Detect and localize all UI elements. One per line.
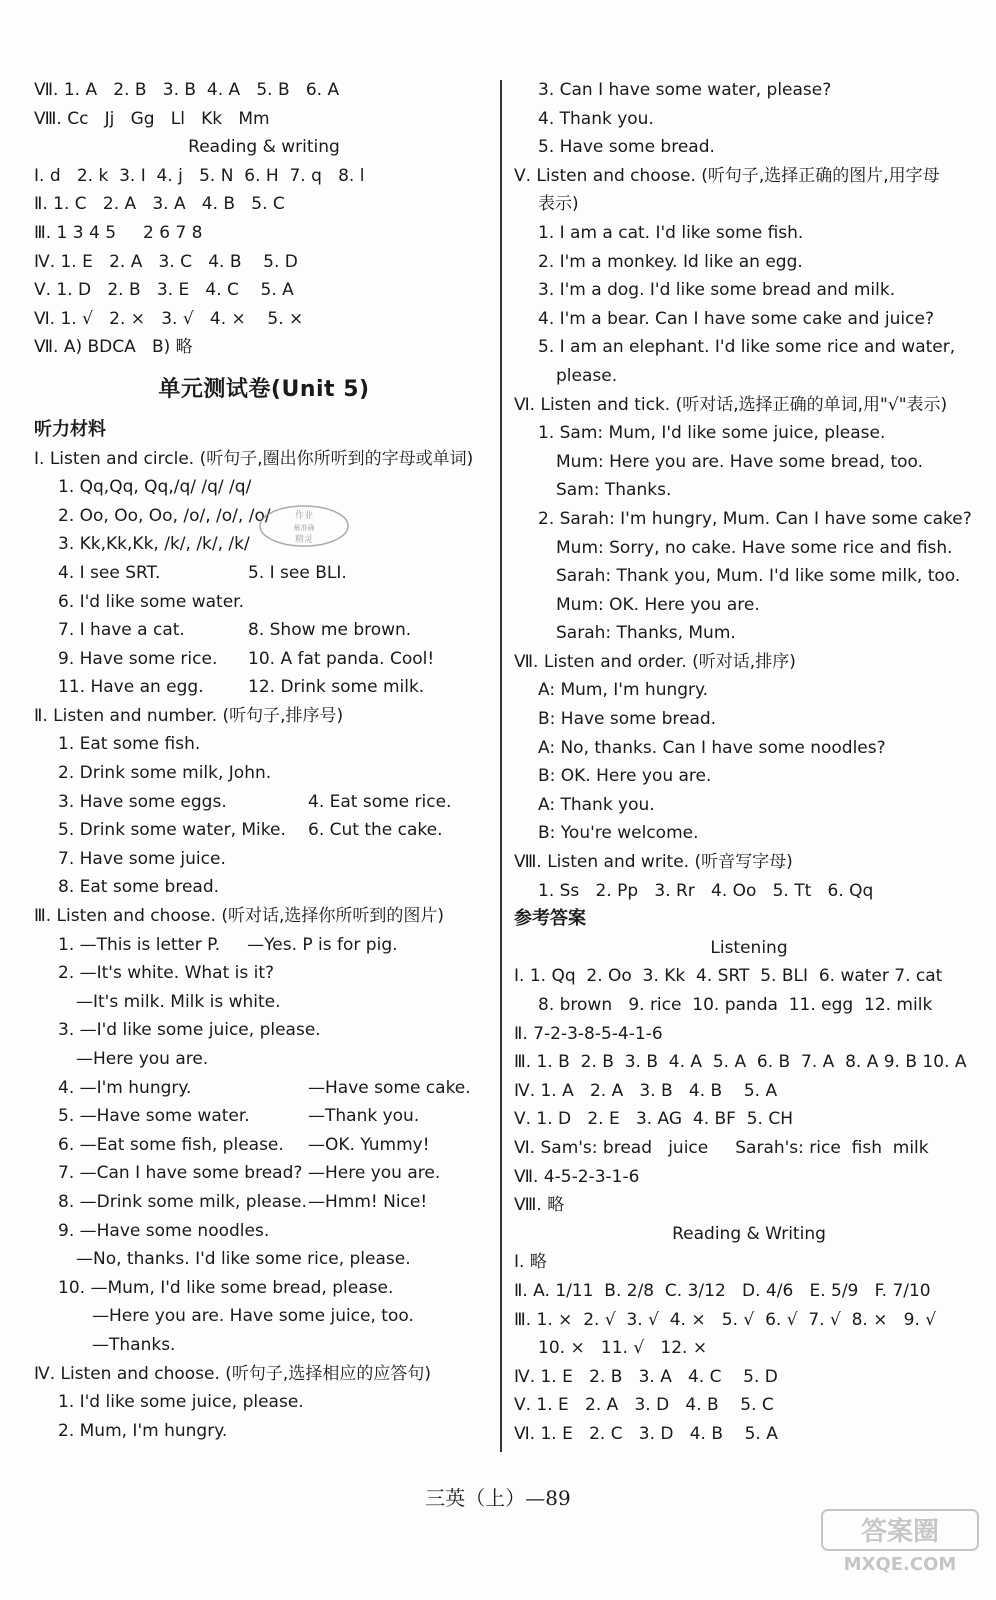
right-line: Ⅳ. 1. E 2. B 3. A 4. C 5. D [514, 1366, 778, 1387]
right-line: 5. I am an elephant. I'd like some rice and water, [538, 337, 956, 358]
left-line: 3. Kk,Kk,Kk, /k/, /k/, /k/ [58, 534, 250, 555]
line-part-left: 5. Drink some water, Mike. [58, 820, 286, 841]
left-line: Ⅲ. 1 3 4 5 2 6 7 8 [34, 222, 203, 243]
right-line: Ⅰ. 1. Qq 2. Oo 3. Kk 4. SRT 5. BLI 6. water 7. cat [514, 966, 943, 987]
line-part-right: 6. Cut the cake. [308, 820, 443, 841]
left-line: Ⅰ. Listen and circle. (听句子,圈出你所听到的字母或单词) [34, 448, 474, 469]
right-line: Ⅴ. 1. D 2. E 3. AG 4. BF 5. CH [514, 1109, 794, 1130]
right-line: 4. I'm a bear. Can I have some cake and juice? [538, 308, 934, 329]
site-watermark-logo [820, 1506, 980, 1576]
left-line [34, 1131, 494, 1160]
left-line: 单元测试卷(Unit 5) [158, 376, 370, 402]
left-line [34, 788, 494, 817]
line-part-right: —OK. Yummy! [308, 1134, 430, 1155]
left-line: Ⅴ. 1. D 2. B 3. E 4. C 5. A [34, 280, 294, 301]
right-line: A: Thank you. [538, 794, 655, 815]
left-line: Reading & writing [188, 137, 340, 158]
left-line [34, 1159, 494, 1188]
svg-text:精灵: 精灵 [294, 535, 314, 545]
right-line: Ⅵ. Sam's: bread juice Sarah's: rice fish milk [514, 1137, 929, 1158]
right-line: 3. I'm a dog. I'd like some bread and milk. [538, 280, 896, 301]
line-part-left: 4. I see SRT. [58, 562, 161, 583]
left-line [34, 1188, 494, 1217]
left-line: Ⅱ. 1. C 2. A 3. A 4. B 5. C [34, 194, 285, 215]
right-line: B: OK. Here you are. [538, 766, 712, 787]
line-part-right: —Have some cake. [308, 1077, 471, 1098]
right-line: 1. Sam: Mum, I'd like some juice, please. [538, 423, 886, 444]
left-line: 1. —This is letter P. —Yes. P is for pig. [58, 934, 398, 955]
svg-text:答案圈: 答案圈 [860, 1517, 940, 1547]
right-line: Ⅶ. Listen and order. (听对话,排序) [514, 651, 796, 672]
left-column [34, 76, 494, 1445]
column-divider [500, 80, 502, 1452]
left-line: Ⅳ. 1. E 2. A 3. C 4. B 5. D [34, 251, 298, 272]
line-part-right: 8. Show me brown. [248, 620, 412, 641]
line-part-right: —Hmm! Nice! [308, 1191, 428, 1212]
svg-text:作业: 作业 [294, 511, 314, 521]
left-line: —Here you are. [76, 1049, 209, 1069]
right-line: 10. × 11. √ 12. × [538, 1338, 708, 1359]
right-line: Reading & Writing [672, 1223, 826, 1244]
left-line: Ⅷ. Cc Jj Gg Ll Kk Mm [34, 108, 270, 129]
left-line: 1. Eat some fish. [58, 734, 201, 755]
right-line: Ⅲ. 1. × 2. √ 3. √ 4. × 5. √ 6. √ 7. √ 8. × 9. √ [514, 1309, 937, 1330]
left-line [34, 816, 494, 845]
line-part-left: 7. I have a cat. [58, 620, 185, 641]
left-line: 7. Have some juice. [58, 848, 226, 869]
right-column [514, 76, 984, 1449]
right-line: Sarah: Thanks, Mum. [556, 623, 736, 644]
left-line: 听力材料 [34, 418, 106, 440]
left-line: —It's milk. Milk is white. [76, 991, 281, 1012]
line-part-left: 5. —Have some water. [58, 1106, 250, 1127]
left-line: 8. Eat some bread. [58, 877, 220, 898]
right-line: 5. Have some bread. [538, 137, 715, 158]
line-part-left: 3. Have some eggs. [58, 791, 227, 812]
line-part-left: 8. —Drink some milk, please. [58, 1191, 307, 1212]
left-line: 9. —Have some noodles. [58, 1220, 270, 1241]
line-part-right: —Here you are. [308, 1163, 441, 1184]
left-line: 2. Oo, Oo, Oo, /o/, /o/, /o/ [58, 505, 271, 526]
svg-text:最准确: 最准确 [293, 524, 315, 532]
left-line: Ⅰ. d 2. k 3. I 4. j 5. N 6. H 7. q 8. l [34, 165, 365, 186]
right-line: 2. I'm a monkey. Id like an egg. [538, 251, 803, 272]
right-line: Ⅰ. 略 [514, 1252, 547, 1273]
left-line: Ⅵ. 1. √ 2. × 3. √ 4. × 5. × [34, 308, 304, 329]
line-part-right: 12. Drink some milk. [248, 677, 425, 698]
right-line: Ⅵ. Listen and tick. (听对话,选择正确的单词,用"√"表示) [514, 394, 948, 415]
line-part-right: —Thank you. [308, 1106, 420, 1127]
right-line: A: No, thanks. Can I have some noodles? [538, 737, 886, 758]
left-line [34, 616, 494, 645]
right-line: Ⅴ. 1. E 2. A 3. D 4. B 5. C [514, 1395, 774, 1416]
line-part-left: 4. —I'm hungry. [58, 1077, 192, 1098]
left-line: 2. —It's white. What is it? [58, 963, 275, 984]
right-line: 2. Sarah: I'm hungry, Mum. Can I have some cake? [538, 508, 972, 529]
right-line: Ⅷ. Listen and write. (听音写字母) [514, 852, 793, 873]
right-line: Sarah: Thank you, Mum. I'd like some milk, too. [556, 566, 961, 587]
line-part-right: 10. A fat panda. Cool! [248, 648, 435, 669]
right-line: B: You're welcome. [538, 823, 699, 844]
left-line: Ⅳ. Listen and choose. (听句子,选择相应的应答句) [34, 1363, 431, 1384]
right-line: 8. brown 9. rice 10. panda 11. egg 12. milk [538, 995, 933, 1015]
left-line [34, 673, 494, 702]
line-part-left: 7. —Can I have some bread? [58, 1163, 303, 1184]
line-part-right: 5. I see BLI. [248, 562, 347, 583]
right-line: 1. Ss 2. Pp 3. Rr 4. Oo 5. Tt 6. Qq [538, 880, 874, 901]
left-line: Ⅱ. Listen and number. (听句子,排序号) [34, 705, 344, 726]
right-line: Ⅴ. Listen and choose. (听句子,选择正确的图片,用字母 [514, 165, 940, 186]
line-part-left: 6. —Eat some fish, please. [58, 1134, 284, 1155]
right-line: Sam: Thanks. [556, 480, 672, 501]
left-line: 2. Mum, I'm hungry. [58, 1420, 228, 1441]
right-line: 4. Thank you. [538, 108, 654, 129]
line-part-left: 11. Have an egg. [58, 677, 204, 698]
left-line: —Thanks. [92, 1334, 176, 1355]
left-line: Ⅶ. A) BDCA B) 略 [34, 337, 193, 358]
left-line: Ⅲ. Listen and choose. (听对话,选择你所听到的图片) [34, 906, 444, 927]
right-line: Ⅵ. 1. E 2. C 3. D 4. B 5. A [514, 1423, 778, 1444]
right-line: B: Have some bread. [538, 709, 717, 730]
line-part-left: 9. Have some rice. [58, 648, 218, 669]
left-line [34, 1074, 494, 1103]
left-line: 6. I'd like some water. [58, 591, 245, 612]
left-line: —Here you are. Have some juice, too. [92, 1306, 414, 1327]
right-line: Ⅲ. 1. B 2. B 3. B 4. A 5. A 6. B 7. A 8. A 9. B 10. A [514, 1052, 967, 1073]
left-line: 1. I'd like some juice, please. [58, 1392, 304, 1413]
left-line: 1. Qq,Qq, Qq,/q/ /q/ /q/ [58, 477, 252, 498]
right-line: A: Mum, I'm hungry. [538, 680, 709, 701]
right-line: Listening [710, 937, 788, 958]
right-line: 参考答案 [514, 908, 586, 930]
right-line: 3. Can I have some water, please? [538, 80, 832, 100]
page-footer: 三英（上）—89 [425, 1486, 571, 1510]
left-line: 10. —Mum, I'd like some bread, please. [58, 1277, 394, 1298]
left-line: 3. —I'd like some juice, please. [58, 1020, 321, 1041]
right-line: 表示) [538, 194, 579, 215]
right-line: Ⅷ. 略 [514, 1195, 565, 1216]
right-line: Ⅱ. 7-2-3-8-5-4-1-6 [514, 1023, 663, 1044]
right-line: Ⅱ. A. 1/11 B. 2/8 C. 3/12 D. 4/6 E. 5/9 F. 7/10 [514, 1280, 931, 1301]
line-part-right: 4. Eat some rice. [308, 791, 452, 812]
left-line [34, 1102, 494, 1131]
left-line [34, 559, 494, 588]
svg-text:MXQE.COM: MXQE.COM [843, 1554, 957, 1575]
right-line: please. [556, 365, 618, 386]
left-line: 2. Drink some milk, John. [58, 763, 272, 784]
left-line: Ⅶ. 1. A 2. B 3. B 4. A 5. B 6. A [34, 80, 340, 100]
left-line [34, 645, 494, 674]
right-line: Mum: Sorry, no cake. Have some rice and fish. [556, 537, 953, 558]
right-line: Ⅶ. 4-5-2-3-1-6 [514, 1166, 640, 1187]
left-line: —No, thanks. I'd like some rice, please. [76, 1249, 411, 1270]
right-line: Mum: OK. Here you are. [556, 594, 760, 615]
stamp-watermark [254, 500, 354, 552]
right-line: Mum: Here you are. Have some bread, too. [556, 451, 924, 472]
right-line: Ⅳ. 1. A 2. A 3. B 4. B 5. A [514, 1080, 778, 1101]
right-line: 1. I am a cat. I'd like some fish. [538, 222, 804, 243]
